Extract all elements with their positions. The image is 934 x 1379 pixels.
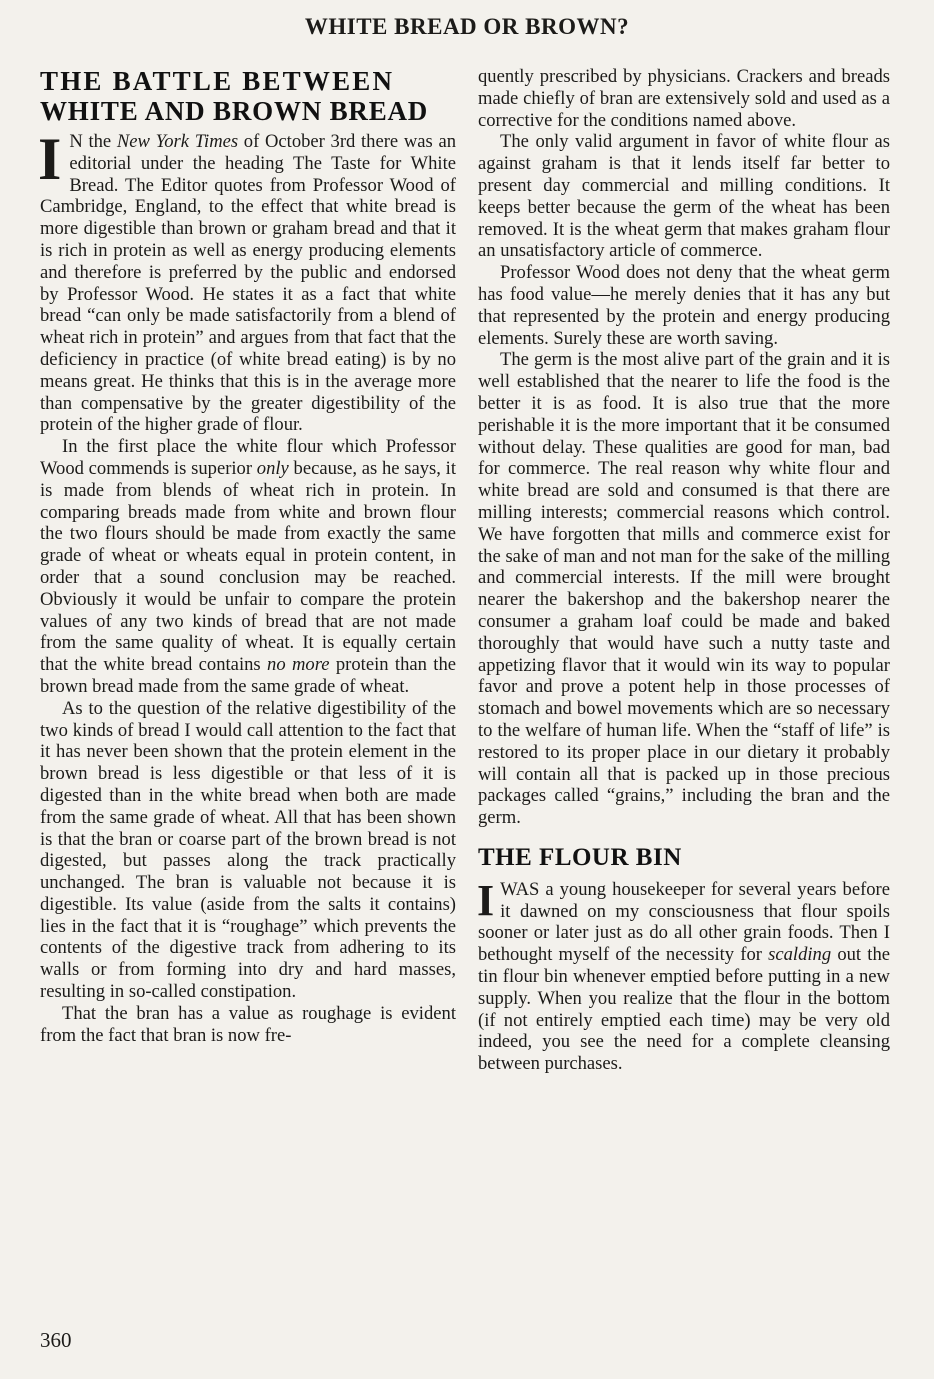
article-paragraph-4-continued: quently prescribed by physicians. Crackers and breads made chiefly of bran are extensively sold and used as a corrective for the conditions named above. [478,66,890,131]
left-column [40,66,456,1046]
paragraph-2-text: protein than the brown bread made from the same grade of wheat. [40,654,457,697]
flour-bin-title: THE FLOUR BIN [478,843,682,871]
article-paragraph-5: The only valid argument in favor of white flour as against graham is that it lends itself far better to present day commercial and milling conditions. It keeps better because the germ of the wheat has been removed. It is the wheat germ that makes graham flour an unsatisfactory article of commerce. [478,131,890,262]
paragraph-4-text: That the bran has a value as roughage is evident from the fact that bran is now fre [40,1002,456,1046]
article-paragraph-6: Professor Wood does not deny that the wheat germ has food value—he merely denies that it has any but that represented by the protein and energy producing elements. Surely these are worth saving. [478,262,890,349]
paragraph-2-emphasis-1: only [256,457,289,479]
flour-bin-paragraph [477,875,891,1075]
flour-bin-text: out the tin flour bin whenever emptied before putting in a new supply. When you realize that the flour in the bottom (if not entirely emptied each time) may be very old indeed, you see the need for a complete cleansing between purchases. [478,944,891,1075]
paragraph-2-lead: In the first place the white flour which Professor Wood commends is superior [40,436,456,479]
article-paragraph-2 [40,436,456,698]
flour-bin-lead: WAS a young housekeeper for several years before it dawned on my consciousness that flour spoils sooner or later just as do all other grain foods. Then I bethought myself of the necessity for [478,878,890,966]
right-column [478,66,890,1075]
flour-bin-emphasis: scalding [768,944,832,966]
paragraph-2-emphasis-2: no more [267,654,330,676]
article-paragraph-1 [38,126,456,436]
article-paragraph-4: That the bran has a value as roughage is evident from the fact that bran is now fre- [40,1002,456,1046]
paragraph-1-text: of October 3rd there was an editorial under the heading The Taste for White Bread. The Editor quotes from Professor Wood of Cambridge, England, to the effect that white bread is more digestible than brown or graham bread and that it is rich in protein as well as energy producing elements and therefore is preferred by the public and endorsed by Professor Wood. He states it as a fact that white bread “can only be made satisfactorily from a blend of wheat rich in protein” and argues from that fact that the deficiency in practice (of white bread eating) is by no means great. He thinks that this is in the average more than compensative by the greater digestibility of the protein of the higher grade of flour. [40,131,456,436]
article-title-line-2: WHITE AND BROWN BREAD [40,96,429,126]
newspaper-title: New York Times [116,131,239,152]
article-paragraph-7: The germ is the most alive part of the grain and it is well established that the nearer to life the food is the better it is as food. It is also true that the more perishable it is the more important that it be consumed without delay. These qualities are good for man, bad for commerce. The real reason why white flour and white bread are sold and consumed is that there are milling interests; commercial reasons which control. We have forgotten that mills and commerce exist for the sake of man and not man for the sake of the milling and commercial interests. If the mill were brought nearer the bakershop and the bakershop nearer the consumer a graham loaf could be made and baked thoroughly that would have such a nutty taste and appetizing flavor that it would win its way to popular favor and prove a potent help in those processes of stomach and bowel movements which are so necessary to the welfare of human life. When the “staff of life” is restored to its proper place in our dietary it probably will contain all that is packed up in those precious packages called “grains,” including the bran and the germ. [478,349,890,829]
page-number: 360 [40,1328,72,1352]
paragraph-1-lead: N the [69,131,117,152]
drop-cap: I [38,126,62,192]
article-title [40,66,456,126]
article-title-line-1: THE BATTLE BETWEEN [40,66,395,96]
article-paragraph-3: As to the question of the relative digestibility of the two kinds of bread I would call attention to the fact that it has never been shown that the protein element in the brown bread is less digestible or that less of it is digested than in the white bread when both are made from the same grade of wheat. All that has been shown is that the bran or coarse part of the brown bread is not digested, but passes along the track practically unchanged. The bran is valuable not because it is digestible. Its value (aside from the salts it contains) lies in the fact that it is “roughage” which prevents the contents of the digestive track from adhering to its walls or from forming into dry and hard masses, resulting in so-called constipation. [40,697,456,1003]
paragraph-2-middle: because, as he says, it is made from blends of wheat rich in protein. In comparing breads made from white and brown flour the two flours should be made from exactly the same grade of wheat or wheats equal in protein content, in order that a sound conclusion may be reached. Obviously it would be unfair to compare the protein values of any two kinds of bread that are not made from the same quality of wheat. It is equally certain that the white bread contains [40,457,456,676]
flour-bin-drop-cap: I [477,875,495,925]
running-head: WHITE BREAD OR BROWN? [304,14,630,39]
